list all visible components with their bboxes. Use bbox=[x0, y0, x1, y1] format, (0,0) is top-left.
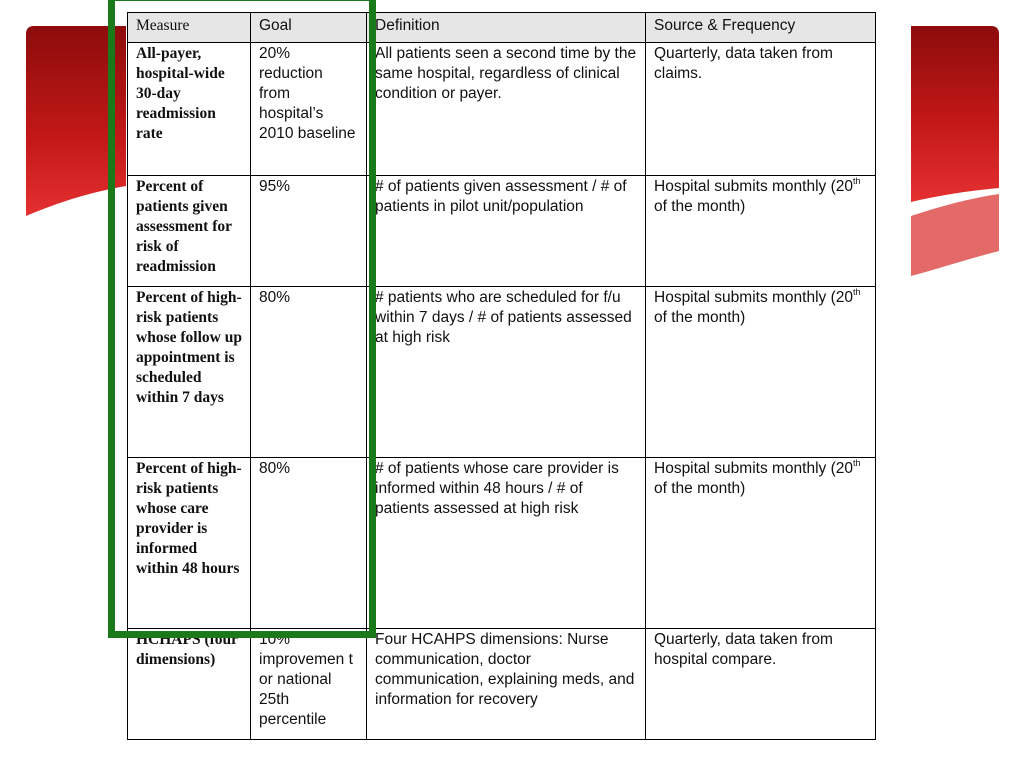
goal-cell: 95% bbox=[251, 176, 367, 287]
source-ordinal-suffix: th bbox=[853, 457, 861, 468]
measure-cell: Percent of high-risk patients whose care provider is informed within 48 hours bbox=[128, 458, 251, 629]
goal-cell: 80% bbox=[251, 287, 367, 458]
right-ribbon-decoration bbox=[911, 26, 1001, 281]
table-row bbox=[128, 176, 876, 287]
header-measure: Measure bbox=[128, 13, 251, 43]
measure-cell: Percent of patients given assessment for risk of readmission bbox=[128, 176, 251, 287]
source-text-end: of the month) bbox=[654, 309, 746, 326]
source-text-end: of the month) bbox=[654, 198, 746, 215]
left-ribbon-decoration bbox=[26, 26, 126, 221]
definition-cell: # of patients whose care provider is informed within 48 hours / # of patients assessed at high risk bbox=[367, 458, 646, 629]
definition-cell: All patients seen a second time by the same hospital, regardless of clinical condition or payer. bbox=[367, 43, 646, 176]
table-row bbox=[128, 43, 876, 176]
definition-cell: # of patients given assessment / # of patients in pilot unit/population bbox=[367, 176, 646, 287]
source-cell bbox=[646, 458, 876, 629]
source-text: Hospital submits monthly (20 bbox=[654, 178, 853, 195]
goal-cell: 10% improvemen t or national 25th percentile bbox=[251, 629, 367, 740]
goal-cell: 20% reduction from hospital’s 2010 baseline bbox=[251, 43, 367, 176]
source-cell: Quarterly, data taken from hospital compare. bbox=[646, 629, 876, 740]
source-cell bbox=[646, 176, 876, 287]
goal-cell: 80% bbox=[251, 458, 367, 629]
source-cell bbox=[646, 287, 876, 458]
source-ordinal-suffix: th bbox=[853, 175, 861, 186]
table-header-row bbox=[128, 13, 876, 43]
measures-table bbox=[127, 12, 876, 740]
measure-cell: All-payer, hospital-wide 30-day readmission rate bbox=[128, 43, 251, 176]
source-text: Hospital submits monthly (20 bbox=[654, 289, 853, 306]
source-cell: Quarterly, data taken from claims. bbox=[646, 43, 876, 176]
measure-cell: HCHAPS (four dimensions) bbox=[128, 629, 251, 740]
measure-cell: Percent of high-risk patients whose follow up appointment is scheduled within 7 days bbox=[128, 287, 251, 458]
source-ordinal-suffix: th bbox=[853, 286, 861, 297]
source-text-end: of the month) bbox=[654, 480, 746, 497]
table-row bbox=[128, 287, 876, 458]
table-row bbox=[128, 629, 876, 740]
header-goal: Goal bbox=[251, 13, 367, 43]
header-definition: Definition bbox=[367, 13, 646, 43]
definition-cell: # patients who are scheduled for f/u within 7 days / # of patients assessed at high risk bbox=[367, 287, 646, 458]
header-source-frequency: Source & Frequency bbox=[646, 13, 876, 43]
source-text: Hospital submits monthly (20 bbox=[654, 460, 853, 477]
definition-cell: Four HCAHPS dimensions: Nurse communication, doctor communication, explaining meds, and information for recovery bbox=[367, 629, 646, 740]
table-row bbox=[128, 458, 876, 629]
